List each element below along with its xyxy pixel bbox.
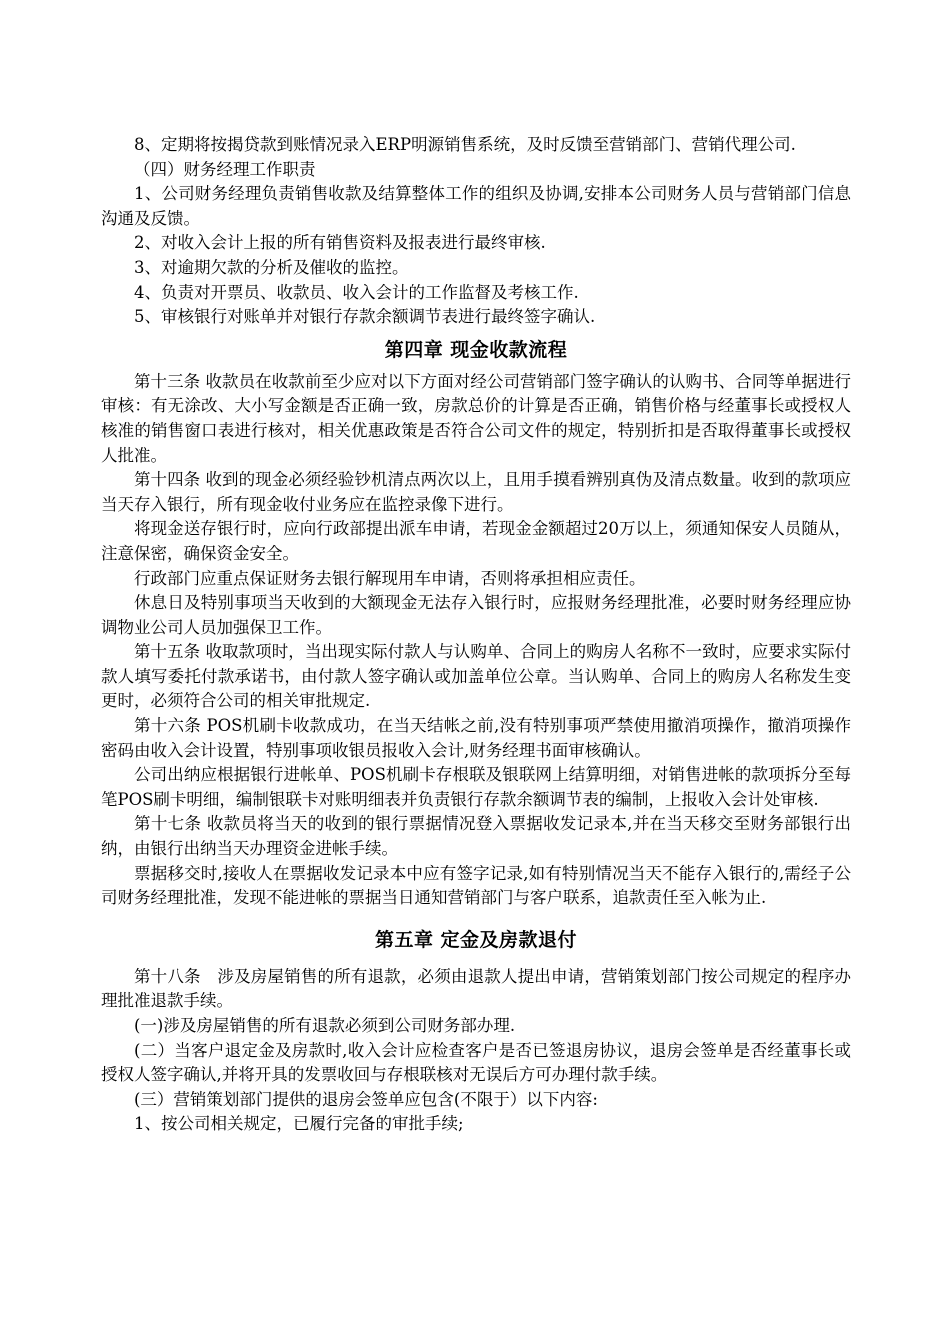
paragraph: 3、对逾期欠款的分析及催收的监控。: [134, 257, 409, 277]
chapter-5: [101, 921, 851, 1137]
article-18: 第十八条 涉及房屋销售的所有退款，必须由退款人提出申请，营销策划部门按公司规定的程序办理批准退款手续。: [101, 966, 851, 1011]
section-finance-manager: [101, 133, 851, 330]
article-15: 第十五条 收取款项时，当出现实际付款人与认购单、合同上的购房人名称不一致时，应要求实际付款人填写委托付款承诺书，由付款人签字确认或加盖单位公章。当认购单、合同上的购房人名称发生变更时，必须符合公司的相关审批规定.: [101, 642, 851, 711]
paragraph: 2、对收入会计上报的所有销售资料及报表进行最终审核.: [134, 233, 546, 253]
article-14: 第十四条 收到的现金必须经验钞机清点两次以上，且用手摸看辨别真伪及清点数量。收到的款项应当天存入银行，所有现金收付业务应在监控录像下进行。: [101, 470, 851, 514]
paragraph: 8、定期将按揭贷款到账情况录入ERP明源销售系统，及时反馈至营销部门、营销代理公司.: [134, 135, 796, 154]
paragraph: 1、按公司相关规定，已履行完备的审批手续;: [134, 1114, 464, 1134]
subsection-heading: （四）财务经理工作职责: [134, 159, 316, 179]
paragraph: (一)涉及房屋销售的所有退款必须到公司财务部办理.: [134, 1016, 516, 1035]
paragraph: 1、公司财务经理负责销售收款及结算整体工作的组织及协调,安排本公司财务人员与营销部门信息沟通及反馈。: [101, 184, 851, 228]
paragraph: (三）营销策划部门提供的退房会签单应包含(不限于）以下内容:: [134, 1089, 598, 1109]
chapter-4: [101, 330, 851, 911]
document-page: [101, 133, 851, 1137]
paragraph: 休息日及特别事项当天收到的大额现金无法存入银行时，应报财务经理批准，必要时财务经理应协调物业公司人员加强保卫工作。: [101, 593, 851, 637]
paragraph: 公司出纳应根据银行进帐单、POS机刷卡存根联及银联网上结算明细，对销售进帐的款项拆分至每笔POS刷卡明细，编制银联卡对账明细表并负责银行存款余额调节表的编制，上报收入会计处审核.: [101, 765, 851, 809]
chapter-title: 第五章 定金及房款退付: [374, 928, 578, 951]
paragraph: 行政部门应重点保证财务去银行解现用车申请，否则将承担相应责任。: [134, 568, 646, 588]
paragraph: 4、负责对开票员、收款员、收入会计的工作监督及考核工作.: [134, 282, 579, 302]
chapter-title: 第四章 现金收款流程: [384, 338, 568, 361]
article-16: 第十六条 POS机刷卡收款成功，在当天结帐之前,没有特别事项严禁使用撤消项操作，撤消项操作密码由收入会计设置，特别事项收银员报收入会计,财务经理书面审核确认。: [101, 716, 851, 760]
article-17: 第十七条 收款员将当天的收到的银行票据情况登入票据收发记录本,并在当天移交至财务部银行出纳，由银行出纳当天办理资金进帐手续。: [101, 814, 851, 859]
paragraph: 将现金送存银行时，应向行政部提出派车申请，若现金金额超过20万以上，须通知保安人员随从，注意保密，确保资金安全。: [101, 519, 851, 563]
paragraph: 票据移交时,接收人在票据收发记录本中应有签字记录,如有特别情况当天不能存入银行的,需经子公司财务经理批准，发现不能进帐的票据当日通知营销部门与客户联系，追款责任至入帐为止.: [101, 863, 851, 908]
paragraph: 5、审核银行对账单并对银行存款余额调节表进行最终签字确认.: [134, 307, 596, 327]
article-13: 第十三条 收款员在收款前至少应对以下方面对经公司营销部门签字确认的认购书、合同等单据进行审核：有无涂改、大小写金额是否正确一致，房款总价的计算是否正确，销售价格与经董事长或授权人核准的销售窗口表进行核对，相关优惠政策是否符合公司文件的规定，特别折扣是否取得董事长或授权人批准。: [101, 371, 851, 465]
paragraph: (二）当客户退定金及房款时,收入会计应检查客户是否已签退房协议，退房会签单是否经董事长或授权人签字确认,并将开具的发票收回与存根联核对无误后方可办理付款手续。: [101, 1040, 851, 1085]
